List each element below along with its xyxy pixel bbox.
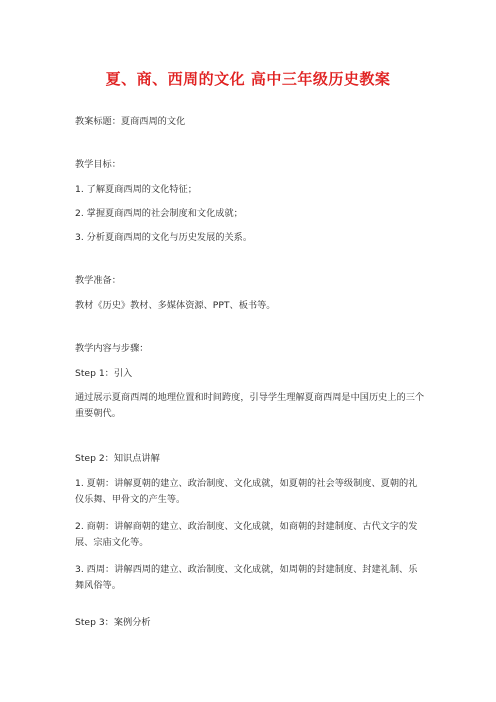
goal-item: 3. 分析夏商西周的文化与历史发展的关系。 [75, 232, 253, 243]
step2-heading: Step 2：知识点讲解 [75, 453, 160, 464]
lesson-title: 教案标题：夏商西周的文化 [75, 116, 186, 127]
goal-item: 2. 掌握夏商西周的社会制度和文化成就； [75, 208, 243, 219]
step2-item: 3. 西周：讲解西周的建立、政治制度、文化成就，如周朝的封建制度、封建礼制、乐舞风俗等。 [75, 564, 418, 591]
step2-item: 1. 夏朝：讲解夏朝的建立、政治制度、文化成就，如夏朝的社会等级制度、夏朝的礼仪乐舞、甲骨文的产生等。 [75, 478, 418, 505]
step2-item: 2. 商朝：讲解商朝的建立、政治制度、文化成就，如商朝的封建制度、古代文字的发展、宗庙文化等。 [75, 521, 418, 548]
prep-heading: 教学准备： [75, 275, 121, 286]
step1-heading: Step 1：引入 [75, 368, 133, 379]
goal-item: 1. 了解夏商西周的文化特征； [75, 184, 197, 195]
document-title: 夏、商、西周的文化 高中三年级历史教案 [105, 70, 391, 88]
prep-text: 教材《历史》教材、多媒体资源、PPT、板书等。 [75, 300, 276, 311]
step1-text: 通过展示夏商西周的地理位置和时间跨度，引导学生理解夏商西周是中国历史上的三个重要朝代。 [75, 392, 425, 419]
goals-heading: 教学目标： [75, 159, 121, 170]
steps-heading: 教学内容与步骤： [75, 343, 149, 354]
step3-heading: Step 3：案例分析 [75, 617, 151, 628]
